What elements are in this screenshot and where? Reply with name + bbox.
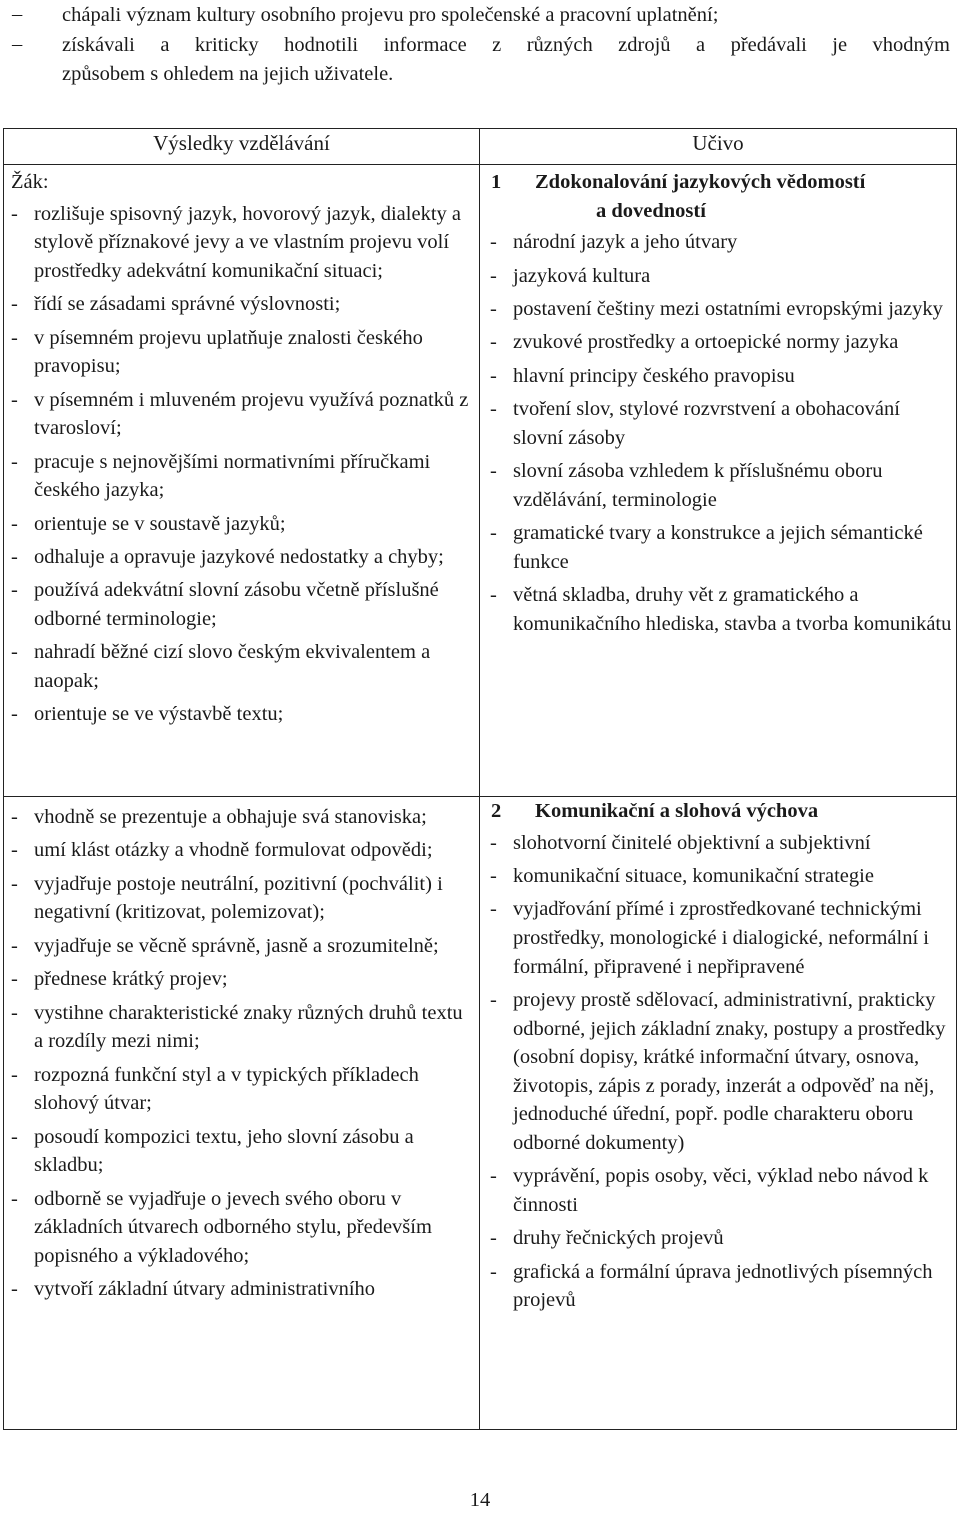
list-item-text: v písemném projevu uplatňuje znalosti českého pravopisu; [34,326,423,378]
list-item-text: národní jazyk a jeho útvary [513,231,738,254]
bullet-dash: - [490,831,497,854]
list-item-text: slovní zásoba vzhledem k příslušnému oboru vzdělávání, terminologie [513,460,883,511]
list-item-text: přednese krátký projev; [34,968,228,991]
bullet-dash: - [11,703,18,726]
curriculum-table [3,128,957,1430]
list-item [11,543,475,572]
list-item-text: rozlišuje spisovný jazyk, hovorový jazyk, dialekty a stylově příznakové jevy a ve vlastním projevu volí prostředky adekvátní komunikační situaci; [34,202,461,282]
bullet-dash: - [490,297,497,320]
list-item [490,1162,952,1219]
bullet-dash: - [11,1001,18,1024]
bullet-dash: – [12,33,23,55]
bullet-dash: - [11,512,18,535]
list-item-text: vhodně se prezentuje a obhajuje svá stanoviska; [34,806,427,828]
list-item [490,262,952,291]
bullet-dash: - [11,839,18,862]
list-item [11,386,475,443]
list-item [490,862,952,891]
section-title-line: a dovedností [596,199,706,222]
list-item-text: větná skladba, druhy vět z gramatického a komunikačního hlediska, stavba a tvorba komunikátu [513,584,952,635]
curriculum-cell-2 [480,797,957,1430]
outcomes-list-1 [11,200,475,729]
table-row [4,797,957,1430]
list-item [11,1061,475,1118]
bullet-dash: – [12,3,23,25]
list-item [11,448,475,505]
list-item-text: řídí se zásadami správné výslovnosti; [34,293,341,316]
bullet-dash: - [490,398,497,421]
outcomes-cell-2 [4,797,480,1430]
section-title: Komunikační a slohová výchova [535,800,819,822]
list-item-text: druhy řečnických projevů [513,1227,724,1250]
intro-text-line: získávali a kriticky hodnotili informace z různých zdrojů a předávali je vhodným [62,34,950,56]
list-item [490,362,952,391]
header-learning-outcomes: Výsledky vzdělávání [4,129,480,165]
bullet-dash: - [490,898,497,921]
bullet-dash: - [11,326,18,349]
list-item-text: gramatické tvary a konstrukce a jejich sémantické funkce [513,522,923,573]
list-item [490,519,952,576]
list-item [11,999,475,1056]
list-item-text: vytvoří základní útvary administrativního [34,1278,376,1301]
list-item-text: v písemném i mluveném projevu využívá poznatků z tvarosloví; [34,388,469,440]
list-item [11,1275,475,1304]
list-item-text: vyjadřuje postoje neutrální, pozitivní (pochválit) i negativní (kritizovat, polemizovat); [34,872,443,924]
list-item [11,510,475,539]
list-item-text: vystihne charakteristické znaky různých druhů textu a rozdíly mezi nimi; [34,1001,463,1053]
header-curriculum: Učivo [480,129,957,165]
list-item-text: vyjadřuje se věcně správně, jasně a srozumitelně; [34,934,439,957]
bullet-dash: - [490,864,497,887]
list-item [11,1123,475,1180]
curriculum-cell-1 [480,165,957,797]
bullet-dash: - [11,968,18,991]
bullet-dash: - [11,1278,18,1301]
list-item [490,1224,952,1253]
list-item-text: nahradí běžné cizí slovo českým ekvivalentem a naopak; [34,641,431,692]
list-item [490,581,952,638]
section-heading [490,797,952,826]
list-item [490,986,952,1158]
list-item-text: vyprávění, popis osoby, věci, výklad nebo návod k činnosti [513,1165,929,1216]
bullet-dash: - [11,202,18,225]
page-number: 14 [469,1489,491,1511]
list-item-text: grafická a formální úprava jednotlivých písemných projevů [513,1260,933,1312]
outcomes-list-2 [11,803,475,1304]
list-item-text: projevy prostě sdělovací, administrativní, prakticky odborné, jejich základní znaky, postupy a prostředky (osobní dopisy, krátké informační útvary, osnova, životopis, zápis z porady, inzerát a odpověď na něj, jednoduché úřední, popř. podle charakteru oboru odborné dokumenty) [513,988,946,1154]
bullet-dash: - [11,450,18,473]
bullet-dash: - [11,293,18,316]
list-item [490,395,952,452]
section-number: 2 [491,800,502,822]
list-item [11,290,475,319]
bullet-dash: - [11,641,18,664]
bullet-dash: - [11,806,18,828]
list-item-text: slohotvorní činitelé objektivní a subjektivní [513,831,871,854]
list-item-text: jazyková kultura [513,264,651,287]
bullet-dash: - [490,584,497,607]
table-row [4,165,957,797]
list-item [11,836,475,865]
list-item-text: rozpozná funkční styl a v typických příkladech slohový útvar; [34,1063,419,1115]
list-item [490,295,952,324]
list-item-text: orientuje se ve výstavbě textu; [34,703,284,726]
list-item [490,228,952,257]
list-item [11,638,475,695]
list-item-text: odhaluje a opravuje jazykové nedostatky a chyby; [34,545,444,568]
bullet-dash: - [490,1165,497,1188]
section-number: 1 [491,171,502,193]
list-item [490,457,952,514]
bullet-dash: - [11,1187,18,1210]
bullet-dash: - [11,579,18,602]
list-item [11,200,475,286]
list-item [11,576,475,633]
list-item-text: zvukové prostředky a ortoepické normy jazyka [513,331,899,354]
list-item-text: pracuje s nejnovějšími normativními příručkami českého jazyka; [34,450,431,502]
bullet-dash: - [490,231,497,254]
bullet-dash: - [490,1260,497,1283]
list-item [11,700,475,729]
bullet-dash: - [490,460,497,483]
list-item-text: orientuje se v soustavě jazyků; [34,512,286,535]
list-item [490,328,952,357]
list-item [11,870,475,927]
list-item [11,932,475,961]
list-item-text: umí klást otázky a vhodně formulovat odpovědi; [34,839,433,862]
bullet-dash: - [11,388,18,411]
intro-text-line: způsobem s ohledem na jejich uživatele. [62,63,394,85]
bullet-dash: - [490,988,497,1011]
list-item-text: postavení češtiny mezi ostatními evropskými jazyky [513,297,943,320]
intro-text: chápali význam kultury osobního projevu pro společenské a pracovní uplatnění; [62,4,719,26]
list-item-text: posoudí kompozici textu, jeho slovní zásobu a skladbu; [34,1125,414,1177]
list-item-text: používá adekvátní slovní zásobu včetně příslušné odborné terminologie; [34,579,439,630]
list-item-text: komunikační situace, komunikační strategie [513,864,874,887]
bullet-dash: - [11,872,18,895]
bullet-dash: - [490,264,497,287]
bullet-dash: - [490,331,497,354]
list-item [11,324,475,381]
list-item [490,829,952,858]
bullet-dash: - [490,1227,497,1250]
bullet-dash: - [490,522,497,545]
section-title-line: Zdokonalování jazykových vědomostí [535,171,866,193]
table-header-row [4,129,957,165]
list-item [11,965,475,994]
bullet-dash: - [490,364,497,387]
bullet-dash: - [11,1063,18,1086]
bullet-dash: - [11,934,18,957]
list-item [11,1185,475,1271]
list-item-text: odborně se vyjadřuje o jevech svého oboru v základních útvarech odborného stylu, především popisného a výkladového; [34,1187,432,1267]
pupil-label: Žák: [11,171,49,193]
list-item-text: vyjadřování přímé i zprostředkované technickými prostředky, monologické i dialogické, neformální i formální, připravené i nepřipravené [513,898,929,978]
section-heading [490,168,952,225]
list-item [490,895,952,981]
list-item [490,1258,952,1315]
list-item [11,803,475,832]
bullet-dash: - [11,1125,18,1148]
bullet-dash: - [11,545,18,568]
curriculum-list-1 [490,228,952,638]
curriculum-list-2 [490,829,952,1315]
list-item-text: hlavní principy českého pravopisu [513,364,795,387]
outcomes-cell-1 [4,165,480,797]
list-item-text: tvoření slov, stylové rozvrstvení a obohacování slovní zásoby [513,398,900,449]
